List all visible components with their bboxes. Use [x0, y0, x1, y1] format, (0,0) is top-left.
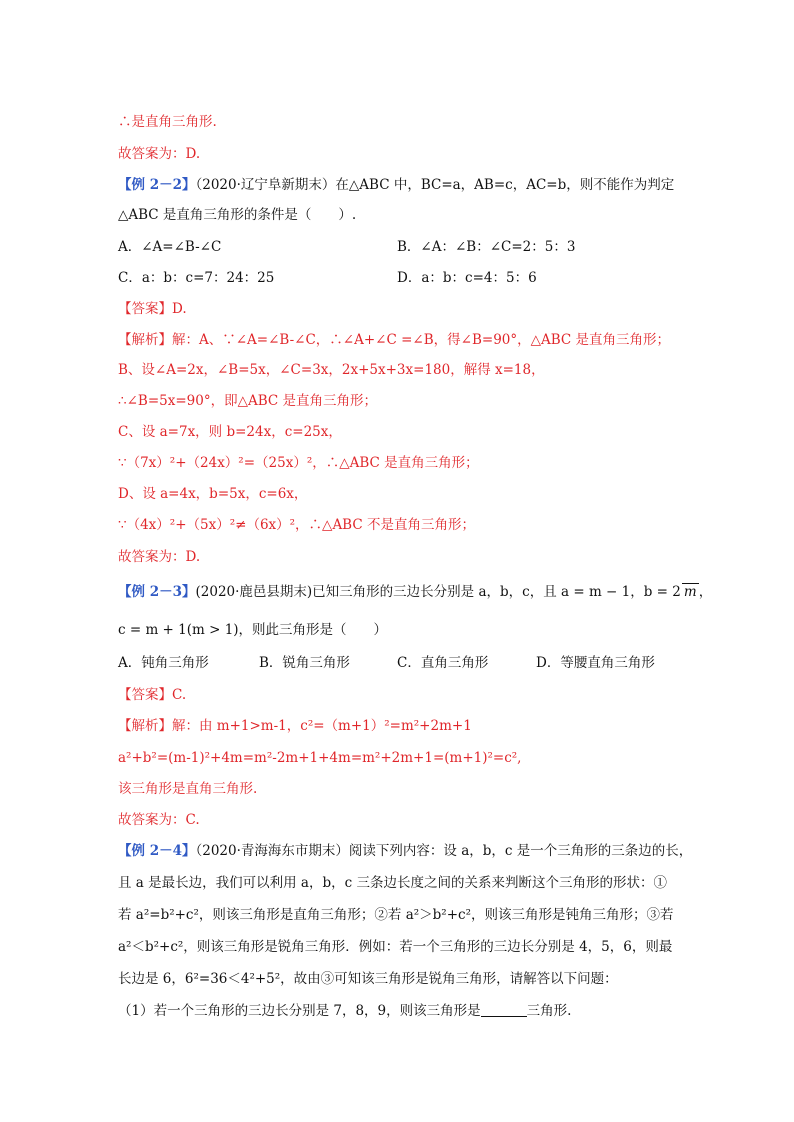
solution-text: 解：由 m+1>m-1，c²=（m+1）²=m²+2m+1: [172, 718, 472, 734]
option-a: A．∠A=∠B-∠C: [118, 239, 222, 255]
example-2-4-question-line-1: [118, 841, 692, 861]
example-tag: 【例 2－2】: [118, 177, 196, 193]
example-2-3-option-b: B．锐角三角形: [259, 655, 350, 671]
sqrt-expression: m: [683, 584, 697, 600]
example-tag: 【例 2－4】: [118, 843, 196, 859]
example-2-2-question-line-2: △ABC 是直角三角形的条件是（ ）.: [118, 207, 357, 223]
example-2-2-solution-line-2: B、设∠A=2x，∠B=5x，∠C=3x，2x+5x+3x=180，解得 x=18，: [118, 362, 545, 378]
answer-blank: [481, 1002, 527, 1017]
example-2-2-question-line-1: [118, 175, 674, 195]
question-text: （2020·青海海东市期末）阅读下列内容：设 a，b，c 是一个三角形的三条边的长，: [195, 843, 693, 859]
answer-line: 故答案为：D.: [118, 146, 201, 162]
example-2-2-answer: 【答案】D.: [118, 301, 187, 317]
example-2-3-solution-line-1: [118, 716, 472, 736]
part-1-text: （1）若一个三角形的三边长分别是 7，8，9，则该三角形是: [118, 1003, 481, 1019]
example-2-4-question-line-4: a²＜b²+c²，则该三角形是锐角三角形．例如：若一个三角形的三边长分别是 4，5，6，则最: [118, 939, 673, 955]
example-2-3-solution-line-3: 该三角形是直角三角形.: [118, 781, 258, 797]
example-2-2-solution-line-5: ∵（7x）²+（24x）²=（25x）²，∴△ABC 是直角三角形；: [118, 455, 479, 471]
part-1-suffix: 三角形.: [526, 1003, 572, 1019]
example-2-2-final-answer: 故答案为：D.: [118, 549, 201, 565]
solution-text: 解：A、∵∠A=∠B-∠C，∴∠A+∠C =∠B，得∠B=90°，△ABC 是直角三角形；: [172, 332, 671, 348]
solution-tag: 【解析】: [118, 718, 172, 734]
example-2-4-question-line-3: 若 a²=b²+c²，则该三角形是直角三角形；②若 a²＞b²+c²，则该三角形是钝角三角形；③若: [118, 907, 674, 923]
example-2-2-options-row-1: [118, 237, 221, 257]
example-2-2-solution-line-6: D、设 a=4x，b=5x，c=6x，: [118, 486, 308, 502]
question-text: (2020·鹿邑县期末)已知三角形的三边长分别是 a，b，c，且 a = m − 1，b = 2: [195, 584, 681, 600]
question-text: （2020·辽宁阜新期末）在△ABC 中，BC=a，AB=c，AC=b，则不能作为判定: [195, 177, 675, 193]
solution-tag: 【解析】: [118, 332, 172, 348]
option-b: B．∠A：∠B：∠C=2：5：3: [397, 239, 576, 255]
example-2-3-option-d: D．等腰直角三角形: [536, 655, 655, 671]
example-2-3-answer: 【答案】C.: [118, 687, 187, 703]
example-2-3-question-line-1: [118, 582, 712, 602]
conclusion-line: ∴是直角三角形.: [118, 114, 217, 130]
example-2-4-question-line-2: 且 a 是最长边，我们可以利用 a，b，c 三条边长度之间的关系来判断这个三角形的形状：①: [118, 875, 667, 891]
option-d: D．a：b：c=4：5：6: [397, 270, 537, 286]
question-comma: ，: [698, 584, 713, 600]
example-2-3-question-line-2: c = m + 1(m > 1)，则此三角形是（ ）: [118, 622, 388, 638]
example-2-3-option-a: A．钝角三角形: [118, 655, 209, 671]
example-2-2-solution-line-7: ∵（4x）²+（5x）²≠（6x）²，∴△ABC 不是直角三角形；: [118, 517, 475, 533]
example-2-2-solution-line-1: [118, 330, 670, 350]
example-2-4-question-line-5: 长边是 6，6²=36＜4²+5²，故由③可知该三角形是锐角三角形，请解答以下问题：: [118, 971, 618, 987]
option-c: C．a：b：c=7：24：25: [118, 270, 275, 286]
example-2-2-solution-line-3: ∴∠B=5x=90°，即△ABC 是直角三角形；: [118, 393, 377, 409]
example-2-4-part-1: [118, 1001, 571, 1021]
example-2-3-option-c: C．直角三角形: [397, 655, 489, 671]
example-2-3-solution-line-2: a²+b²=(m-1)²+4m=m²-2m+1+4m=m²+2m+1=(m+1)²=c²,: [118, 750, 522, 766]
example-tag: 【例 2－3】: [118, 584, 196, 600]
example-2-3-final-answer: 故答案为：C.: [118, 812, 200, 828]
example-2-2-solution-line-4: C、设 a=7x，则 b=24x，c=25x，: [118, 424, 342, 440]
